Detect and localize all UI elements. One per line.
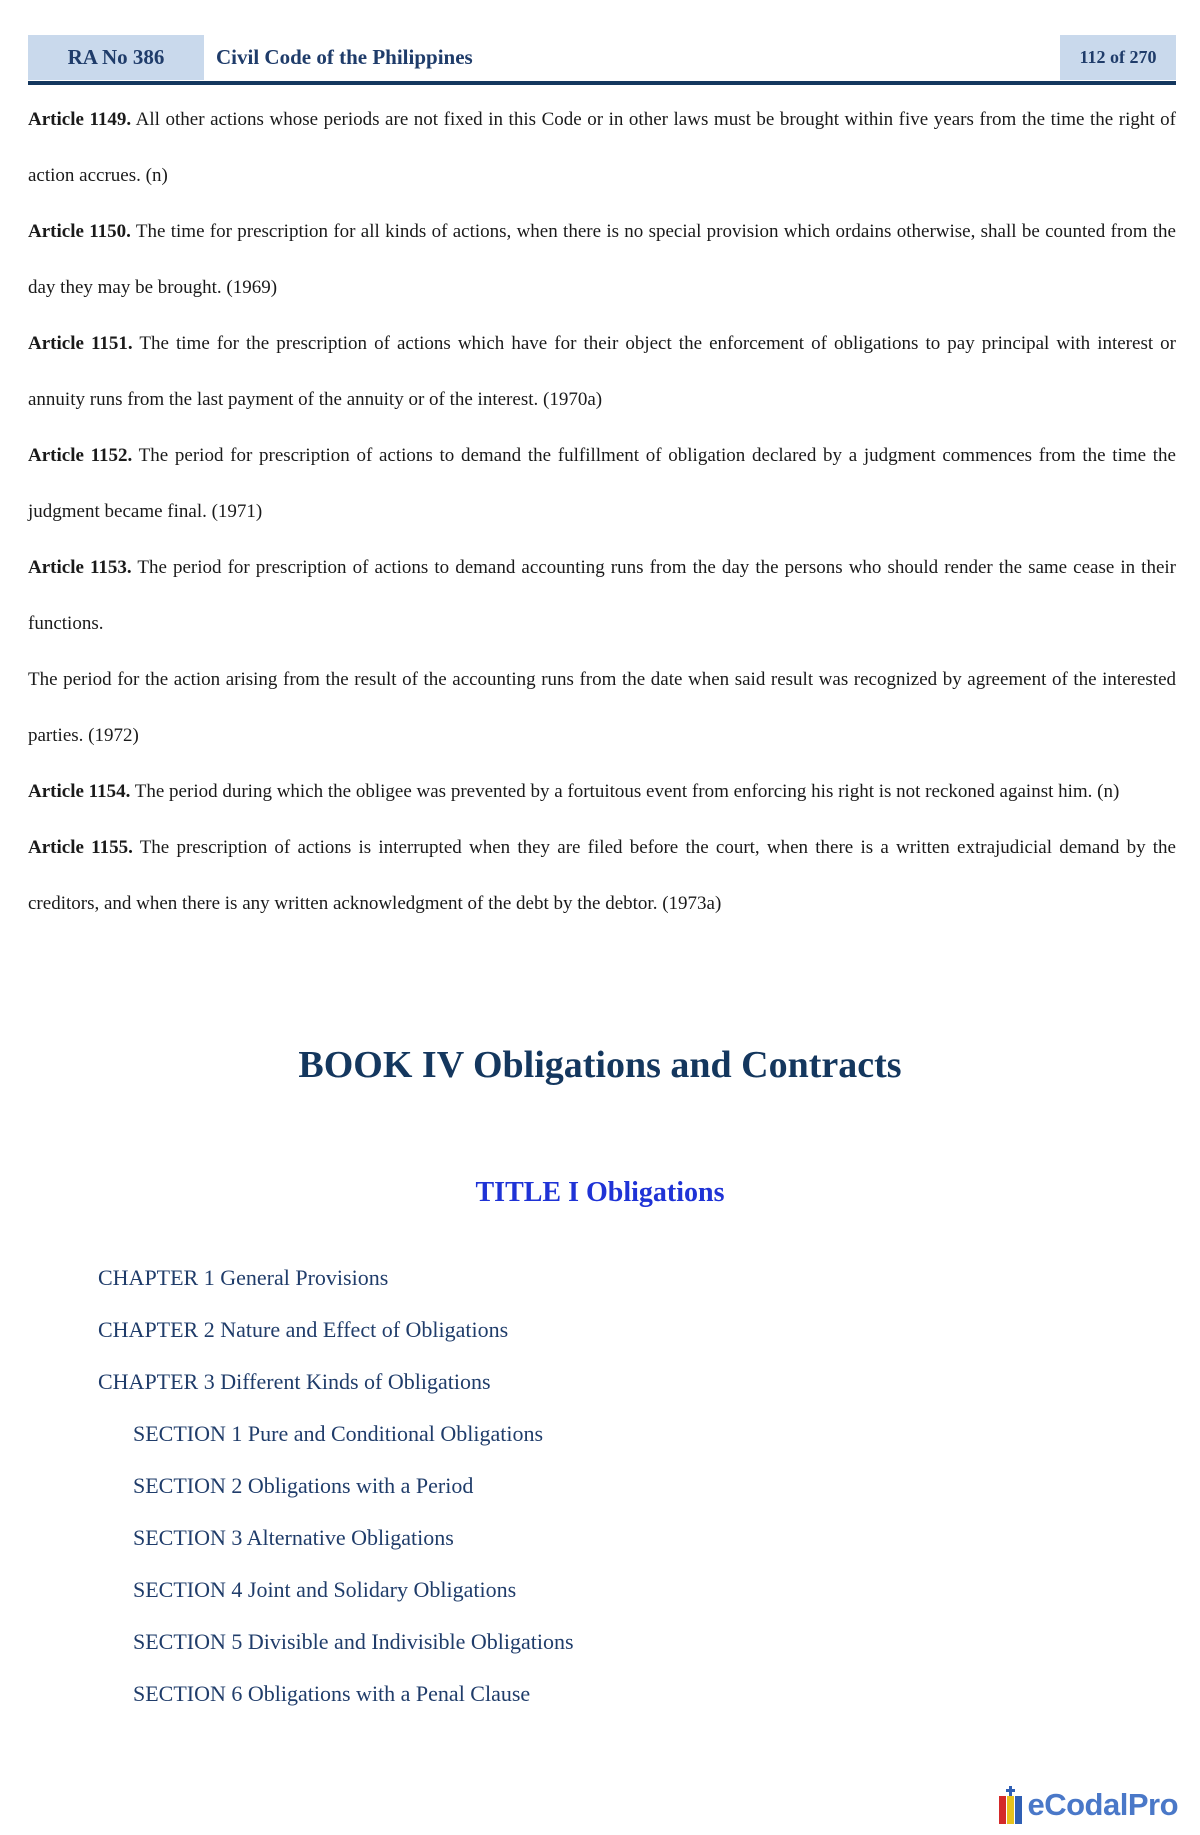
article-paragraph [28, 316, 1176, 428]
article-label: Article 1153. [28, 557, 132, 578]
article-paragraph [28, 204, 1176, 316]
toc-section-link[interactable]: SECTION 4 Joint and Solidary Obligations [133, 1577, 517, 1602]
page-header [28, 35, 1176, 80]
articles-body [28, 92, 1176, 932]
article-text: The period during which the obligee was prevented by a fortuitous event from enforcing his right is not reckoned against him. (n) [130, 781, 1120, 802]
toc-section-link[interactable]: SECTION 3 Alternative Obligations [133, 1525, 454, 1550]
article-paragraph [28, 652, 1176, 764]
doc-number-badge: RA No 386 [28, 35, 204, 80]
toc-section-link[interactable]: SECTION 1 Pure and Conditional Obligations [133, 1421, 544, 1446]
article-label: Article 1150. [28, 221, 131, 242]
article-label: Article 1152. [28, 445, 133, 466]
article-text: The prescription of actions is interrupted when they are filed before the court, when there is a written extrajudicial demand by the creditors, and when there is any written acknowledgment of the debt by the debtor. (1973a) [28, 837, 1176, 914]
article-text: The time for the prescription of actions which have for their object the enforcement of obligations to pay principal with interest or annuity runs from the last payment of the annuity or of the interest. (1970a) [28, 333, 1177, 410]
page-indicator: 112 of 270 [1060, 35, 1176, 80]
article-text: The period for prescription of actions to demand the fulfillment of obligation declared by a judgment commences from the time the judgment became final. (1971) [28, 445, 1176, 522]
article-paragraph [28, 428, 1176, 540]
toc-section-link[interactable]: SECTION 6 Obligations with a Penal Clause [133, 1681, 531, 1706]
article-label: Article 1151. [28, 333, 133, 354]
article-paragraph [28, 540, 1176, 652]
toc-chapter-link[interactable]: CHAPTER 3 Different Kinds of Obligations [98, 1369, 491, 1394]
article-paragraph [28, 820, 1176, 932]
logo-text: eCodalPro [1027, 1787, 1178, 1822]
book-heading: BOOK IV Obligations and Contracts [298, 1044, 902, 1086]
title-heading-link[interactable]: TITLE I Obligations [475, 1177, 725, 1208]
table-of-contents [0, 1252, 1200, 1720]
article-paragraph [28, 92, 1176, 204]
article-label: Article 1149. [28, 109, 132, 130]
article-label: Article 1155. [28, 837, 133, 858]
article-label: Article 1154. [28, 781, 131, 802]
ecodalpro-logo [978, 1783, 1178, 1827]
toc-section-link[interactable]: SECTION 2 Obligations with a Period [133, 1473, 474, 1498]
toc-chapter-link[interactable]: CHAPTER 1 General Provisions [98, 1265, 389, 1290]
header-divider [28, 81, 1176, 85]
article-text: The period for prescription of actions to demand accounting runs from the day the persons who should render the same cease in their functions. [28, 557, 1177, 634]
article-text: All other actions whose periods are not fixed in this Code or in other laws must be brought within five years from the time the right of action accrues. (n) [28, 109, 1177, 186]
article-paragraph [28, 764, 1176, 820]
logo-mark-icon [999, 1786, 1025, 1824]
article-text: The time for prescription for all kinds of actions, when there is no special provision which ordains otherwise, shall be counted from the day they may be brought. (1969) [28, 221, 1176, 298]
article-text: The period for the action arising from the result of the accounting runs from the date when said result was recognized by agreement of the interested parties. (1972) [28, 669, 1176, 746]
toc-chapter-link[interactable]: CHAPTER 2 Nature and Effect of Obligations [98, 1317, 509, 1342]
document-title: Civil Code of the Philippines [216, 45, 473, 69]
toc-section-link[interactable]: SECTION 5 Divisible and Indivisible Obligations [133, 1629, 574, 1654]
